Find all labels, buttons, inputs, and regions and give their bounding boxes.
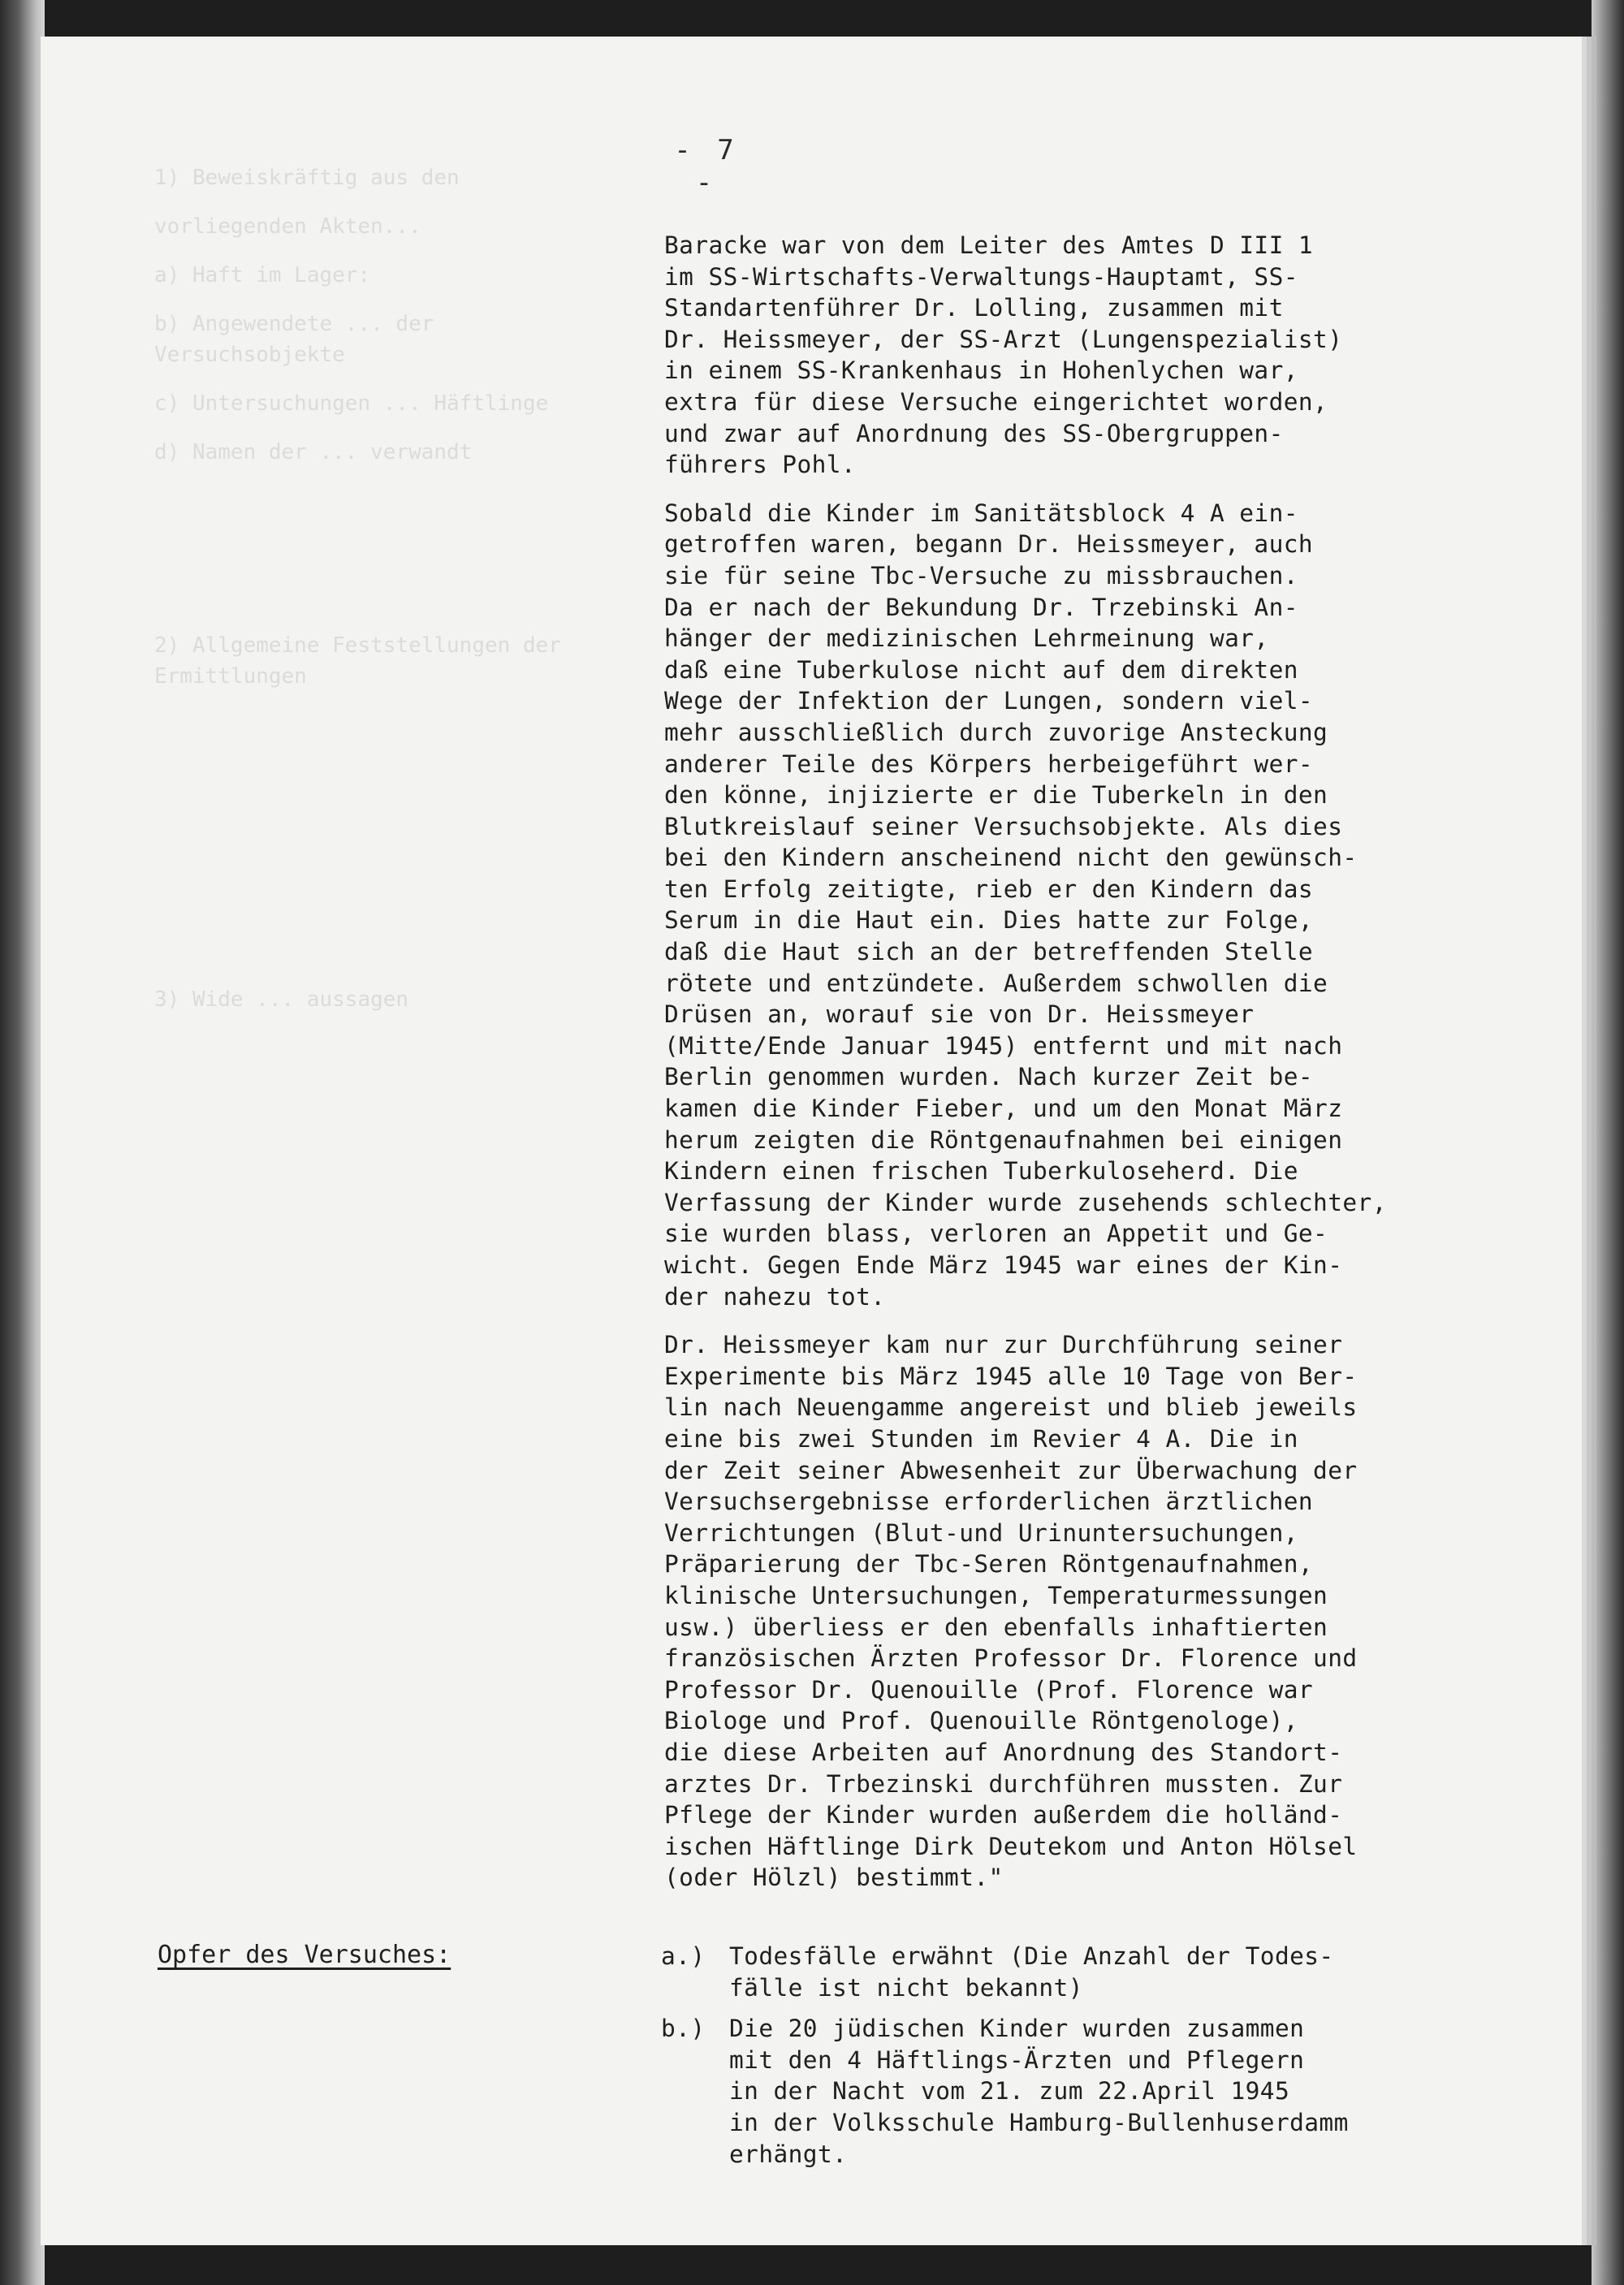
main-text-column [664, 230, 1525, 1911]
victims-label: Opfer des Versuches: [158, 1941, 451, 1969]
ghost-line: 1) Beweiskräftig aus den [154, 166, 460, 190]
bleed-through-margin-text [154, 162, 577, 1033]
ghost-line: a) Haft im Lager: [154, 263, 371, 287]
scan-right-edge [1592, 0, 1624, 2285]
paragraph-experiments: Sobald die Kinder im Sanitätsblock 4 A ein- getroffen waren, begann Dr. Heissmeyer, auch sie für seine Tbc-Versuche zu missbrauchen. Da er nach der Bekundung Dr. Trzebinski An- hänger der medizinischen Lehrmeinung war, daß eine Tuberkulose nicht auf dem direkten Wege der Infektion der Lungen, sondern viel- mehr ausschließlich durch zuvorige Ansteckung anderer Teile des Körpers herbeigeführt wer- den könne, injizierte er die Tuberkeln in den Blutkreislauf seiner Versuchsobjekte. Als dies bei den Kindern anscheinend nicht den gewünsch- ten Erfolg zeitigte, rieb er den Kindern das Serum in die Haut ein. Dies hatte zur Folge, daß die Haut sich an der betreffenden Stelle rötete und entzündete. Außerdem schwollen die Drüsen an, worauf sie von Dr. Heissmeyer (Mitte/Ende Januar 1945) entfernt und mit nach Berlin genommen wurden. Nach kurzer Zeit be- kamen die Kinder Fieber, und um den Monat März herum zeigten die Röntgenaufnahmen bei einigen Kindern einen frischen Tuberkuloseherd. Die Verfassung der Kinder wurde zusehends schlechter, sie wurden blass, verloren an Appetit und Ge- wicht. Gegen Ende März 1945 war eines der Kin- der nahezu tot. [664, 499, 1387, 1311]
list-item [661, 1941, 1522, 2003]
paragraph-barracks: Baracke war von dem Leiter des Amtes D III 1 im SS-Wirtschafts-Verwaltungs-Hauptamt, SS- Standartenführer Dr. Lolling, zusammen mit Dr. Heissmeyer, der SS-Arzt (Lungenspezialist) in einem SS-Krankenhaus in Hohenlychen war, extra für diese Versuche eingerichtet worden, und zwar auf Anordnung des SS-Obergruppen- führers Pohl. [664, 231, 1343, 479]
ghost-line: b) Angewendete ... der Versuchsobjekte [154, 312, 434, 367]
scan-left-edge [0, 0, 45, 2285]
ghost-line: vorliegenden Akten... [154, 214, 421, 239]
list-marker: a.) [661, 1942, 706, 1970]
ghost-line: c) Untersuchungen ... Häftlinge [154, 391, 549, 416]
list-item-text: Todesfälle erwähnt (Die Anzahl der Todes- fälle ist nicht bekannt) [729, 1942, 1334, 2002]
ghost-line: 3) Wide ... aussagen [154, 987, 409, 1012]
ghost-line: 2) Allgemeine Feststellungen der Ermittlungen [154, 633, 561, 689]
page-number: - 7 - [674, 134, 739, 199]
victims-list [661, 1941, 1522, 2179]
list-item-text: Die 20 jüdischen Kinder wurden zusammen mit den 4 Häftlings-Ärzten und Pflegern in der Nacht vom 21. zum 22.April 1945 in der Volksschule Hamburg-Bullenhuserdamm erhängt. [729, 2015, 1349, 2168]
paragraph-assistants: Dr. Heissmeyer kam nur zur Durchführung seiner Experimente bis März 1945 alle 10 Tage von Ber- lin nach Neuengamme angereist und blieb jeweils eine bis zwei Stunden im Revier 4 A. Die in der Zeit seiner Abwesenheit zur Überwachung der Versuchsergebnisse erforderlichen ärztlichen Verrichtungen (Blut-und Urinuntersuchungen, Präparierung der Tbc-Seren Röntgenaufnahmen, klinische Untersuchungen, Temperaturmessungen usw.) überliess er den ebenfalls inhaftierten französischen Ärzten Professor Dr. Florence und Professor Dr. Quenouille (Prof. Florence war Biologe und Prof. Quenouille Röntgenologe), die diese Arbeiten auf Anordnung des Standort- arztes Dr. Trbezinski durchführen mussten. Zur Pflege der Kinder wurden außerdem die holländ- ischen Häftlinge Dirk Deutekom und Anton Hölsel (oder Hölzl) bestimmt." [664, 1331, 1358, 1892]
list-item [661, 2013, 1522, 2170]
list-marker: b.) [661, 2015, 706, 2043]
ghost-line: d) Namen der ... verwandt [154, 440, 473, 464]
